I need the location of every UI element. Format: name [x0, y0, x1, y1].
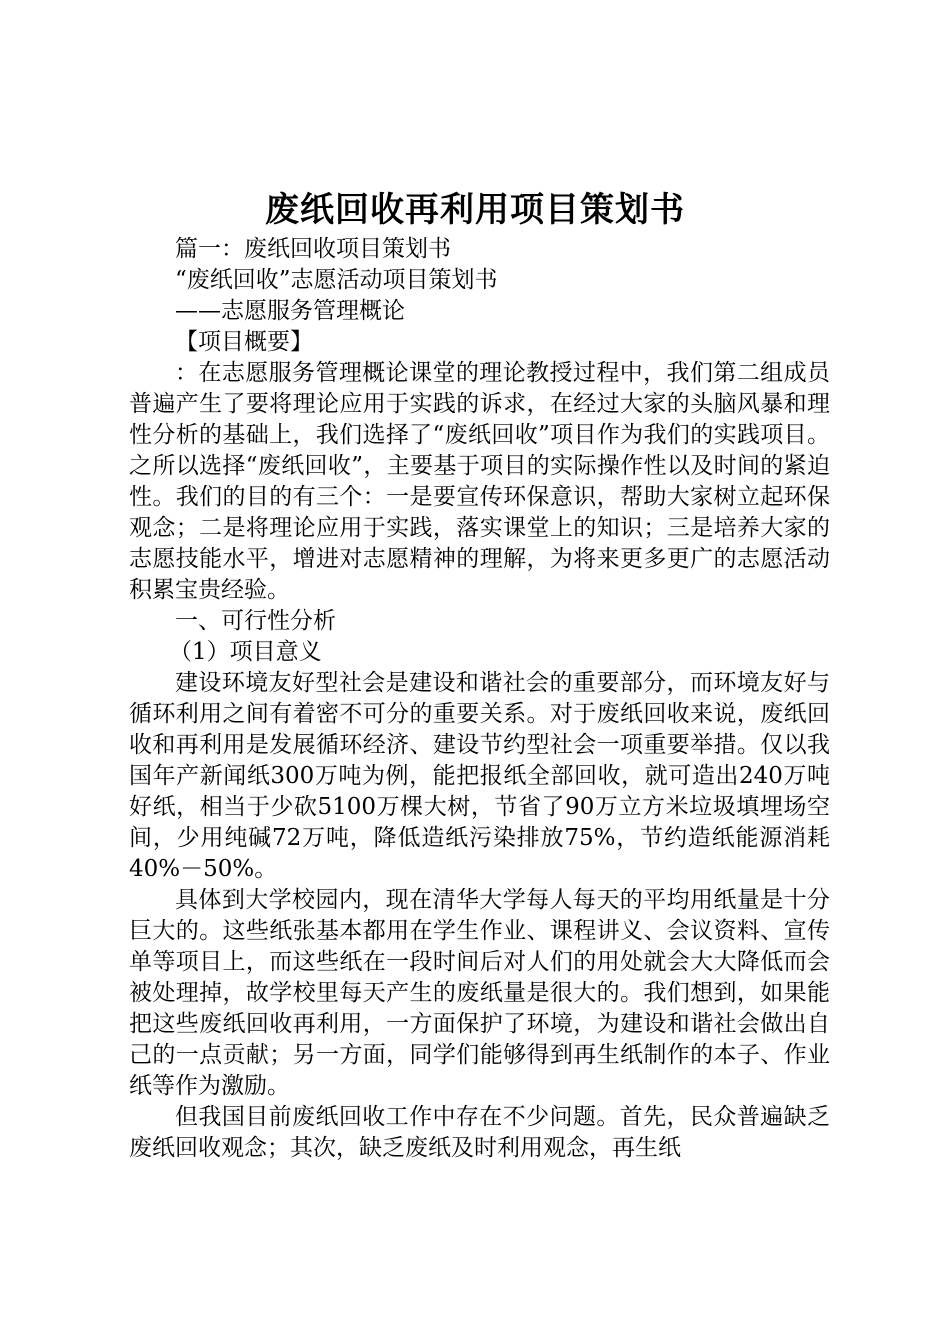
document-title: 废纸回收再利用项目策划书 [265, 190, 685, 230]
overview-paragraph: ：在志愿服务管理概论课堂的理论教授过程中，我们第二组成员普遍产生了要将理论应用于实践的诉求，在经过大家的头脑风暴和理性分析的基础上，我们选择了“废纸回收”项目作为我们的实践项目。之所以选择“废纸回收”，主要基于项目的实际操作性以及时间的紧迫性。我们的目的有三个：一是要宣传环保意识，帮助大家树立起环保观念；二是将理论应用于实践，落实课堂上的知识；三是培养大家的志愿技能水平，增进对志愿精神的理解，为将来更多更广的志愿活动积累宝贵经验。 [129, 360, 830, 603]
subsection-heading-significance: （1）项目意义 [169, 639, 322, 665]
section-heading-feasibility: 一、可行性分析 [175, 608, 336, 634]
document-body [129, 234, 830, 1164]
overview-heading: 【项目概要】 [175, 329, 313, 355]
campus-paragraph: 具体到大学校园内，现在清华大学每人每天的平均用纸量是十分巨大的。这些纸张基本都用在学生作业、课程讲义、会议资料、宣传单等项目上，而这些纸在一段时间后对人们的用处就会大大降低而会被处理掉，故学校里每天产生的废纸量是很大的。我们想到，如果能把这些废纸回收再利用，一方面保护了环境，为建设和谐社会做出自己的一点贡献；另一方面，同学们能够得到再生纸制作的本子、作业纸等作为激励。 [129, 887, 830, 1099]
chapter-heading: 篇一：废纸回收项目策划书 [175, 236, 451, 262]
problems-paragraph: 但我国目前废纸回收工作中存在不少问题。首先，民众普遍缺乏废纸回收观念；其次，缺乏废纸及时利用观念，再生纸 [129, 1104, 830, 1161]
project-title-line: “废纸回收”志愿活动项目策划书 [175, 267, 498, 293]
course-subtitle-line: ——志愿服务管理概论 [175, 298, 405, 324]
significance-paragraph: 建设环境友好型社会是建设和谐社会的重要部分，而环境友好与循环利用之间有着密不可分的重要关系。对于废纸回收来说，废纸回收和再利用是发展循环经济、建设节约型社会一项重要举措。仅以我国年产新闻纸300万吨为例，能把报纸全部回收，就可造出240万吨好纸，相当于少砍5100万棵大树，节省了90万立方米垃圾填埋场空间，少用纯碱72万吨，降低造纸污染排放75%，节约造纸能源消耗40%－50%。 [129, 670, 830, 882]
